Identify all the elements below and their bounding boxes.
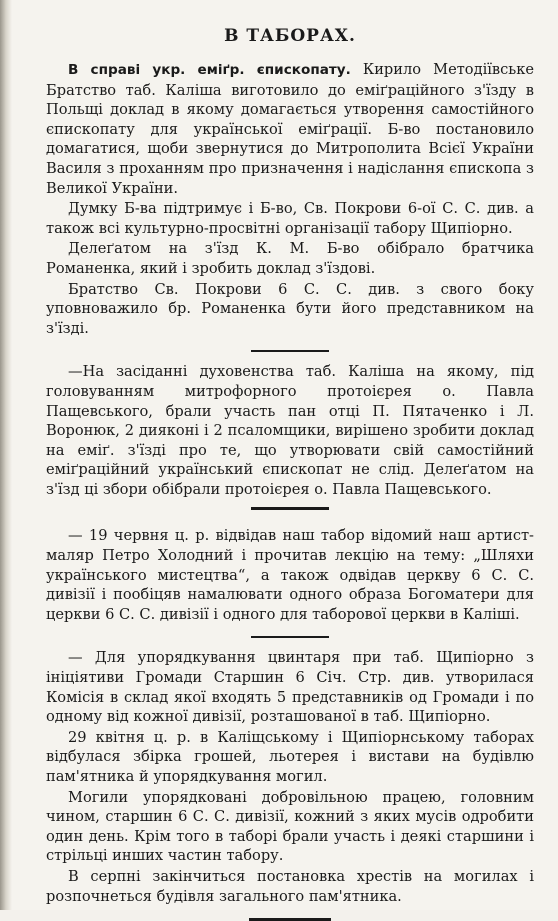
paragraph-text: В серпні закінчиться постановка хрестів на могилах і розпочнеться будівля загального пам'ятника.	[46, 867, 534, 905]
paragraph	[46, 239, 534, 278]
article-clergy-meeting	[46, 362, 534, 499]
paragraph	[46, 199, 534, 238]
paragraph-text: —На засіданні духовенства таб. Каліша на якому, під головуванням митрофорного протоієрея о. Павла Пащевського, брали участь пан отці П. Пятаченко і Л. Воронюк, 2 дияконі і 2 псаломщики, вирішено зробити доклад на еміґ. з'їзді про те, що утворювати свій самостійний еміґраційний український єпископат не слід. Делеґатом на з'їзд ці збори обібрали протоієрея о. Павла Пащевського.	[46, 363, 534, 498]
paragraph	[46, 280, 534, 339]
article-bishopric	[46, 60, 534, 338]
article-cemetery	[46, 648, 534, 906]
paragraph	[46, 526, 534, 624]
page-title: В ТАБОРАХ.	[224, 26, 356, 46]
paragraph-text: Братство Св. Покрови 6 С. С. див. з свого боку уповноважило бр. Романенка бути його представником на з'їзді.	[46, 280, 534, 337]
section-divider	[251, 350, 329, 352]
paragraph-text: — 19 червня ц. р. відвідав наш табор відомий наш артист-маляр Петро Холодний і прочитав лекцію на тему: „Шляхи українського мистецтва“, а також одвідав церкву 6 С. С. дивізії і пообіцяв намалювати одного образа Богоматери для церкви 6 С. С. дивізії і одного для таборової церкви в Каліші.	[46, 527, 534, 623]
paragraph	[46, 60, 534, 198]
page-edge-shadow	[0, 0, 12, 910]
paragraph-text: Думку Б-ва підтримує і Б-во, Св. Покрови 6-ої С. С. див. а також всі культурно-просвітні організації табору Щипіорно.	[46, 200, 534, 237]
paragraph	[46, 648, 534, 726]
paragraph-text: 29 квітня ц. р. в Каліщському і Щипіорнському таборах відбулася збірка грошей, льотерея і вистави на будівлю пам'ятника й упорядкування могил.	[46, 728, 534, 785]
paragraph-text: Могили упорядковані добровільною працею, головним чином, старшин 6 С. С. дивізії, кожний з яких мусів одробити один день. Крім того в таборі брали участь і деякі старшини і стрільці инших частин табору.	[46, 788, 534, 865]
paragraph	[46, 728, 534, 787]
paragraph-text: Делеґатом на з'їзд К. М. Б-во обібрало братчика Романенка, який і зробить доклад з'їздові.	[46, 240, 534, 277]
section-divider	[251, 636, 329, 638]
paragraph	[46, 867, 534, 906]
paragraph-lead: В справі укр. еміґр. єпископату.	[68, 62, 351, 78]
paragraph-text: Кирило Методіївське Братство таб. Каліша виготовило до еміґраційного з'їзду в Польщі доклад в якому домагається утворення самостійного єпископату для української еміґрації. Б-во постановило домагатися, щоби звернутися до Митрополита Всієї України Василя з проханням про призначення і надіслання єпископа з Великої України.	[46, 61, 534, 197]
paragraph	[46, 788, 534, 866]
section-divider	[251, 507, 329, 510]
paragraph-text: — Для упорядкування цвинтаря при таб. Щипіорно з ініціятиви Громади Старшин 6 Січ. Стр. див. утворилася Комісія в склад якої входять 5 представників од Громади і по одному від кожної дивізії, розташованої в таб. Щипіорно.	[46, 649, 534, 726]
article-artist-visit	[46, 526, 534, 624]
paragraph	[46, 362, 534, 499]
